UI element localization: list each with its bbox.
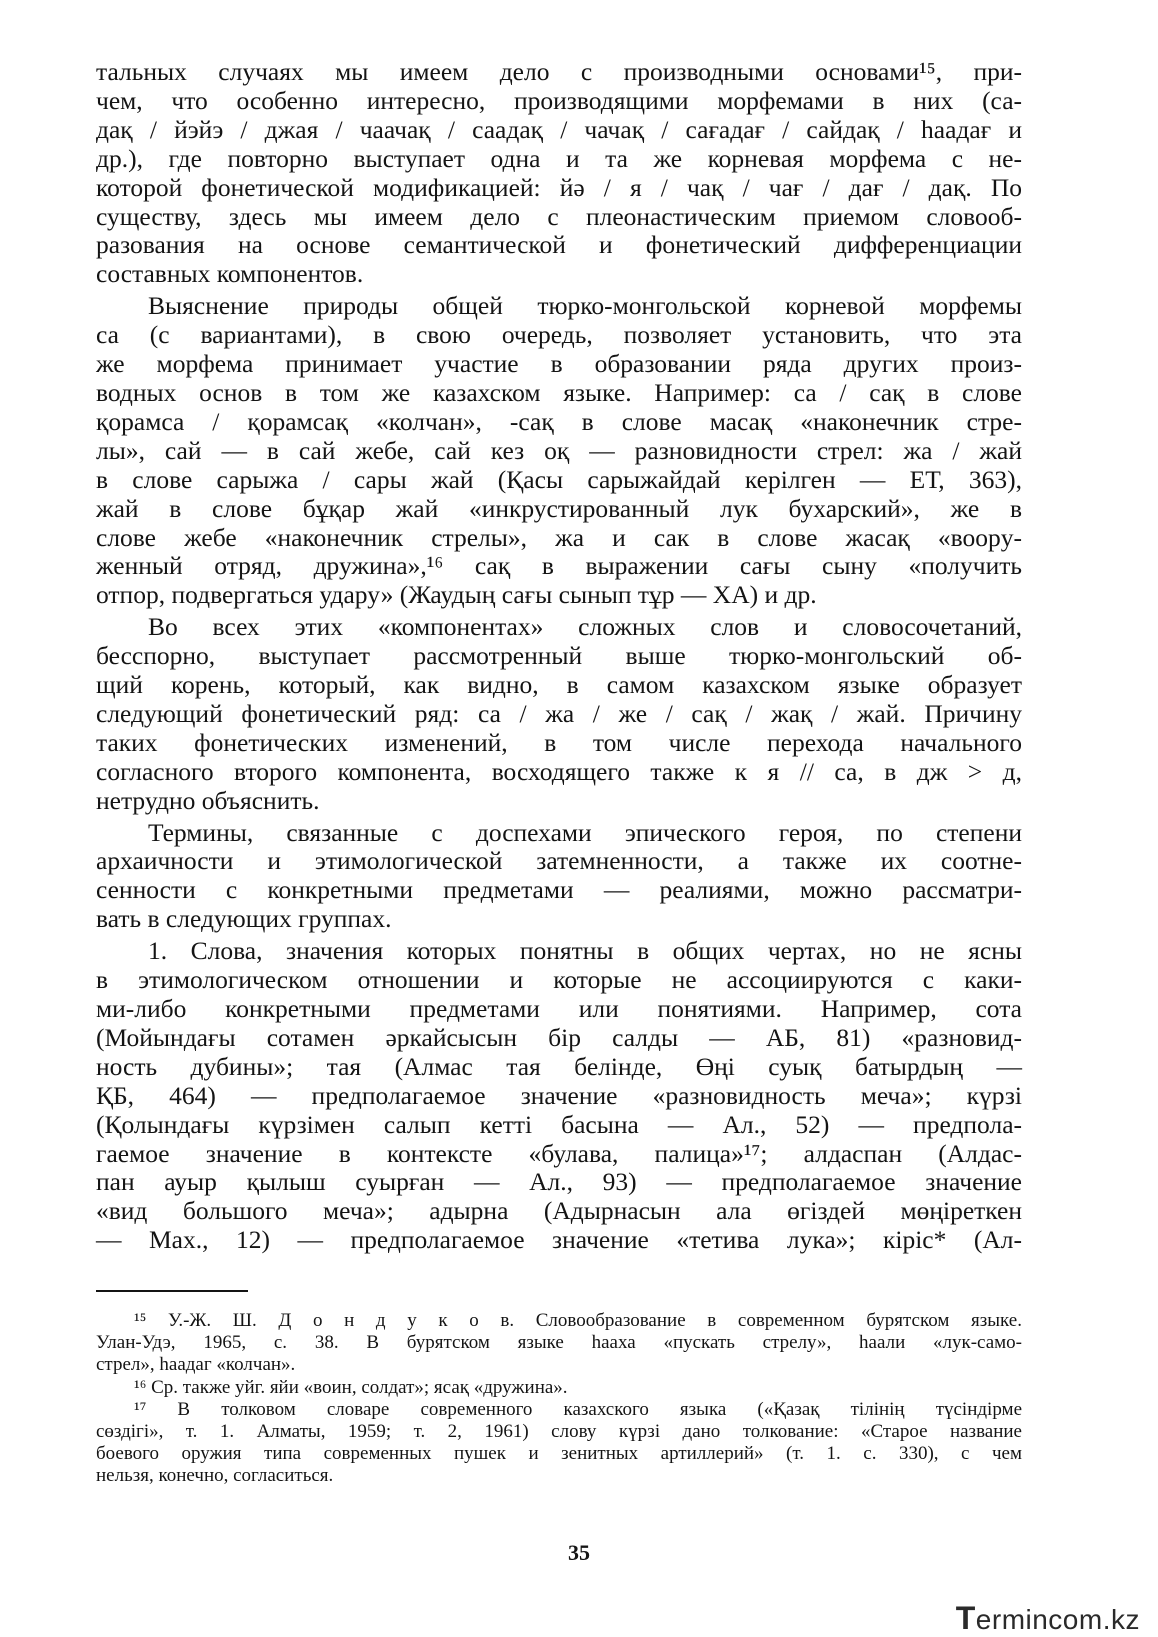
text-line: (Мойындағы сотамен әркайсысын бір салды — АБ, 81) «разновид- [96,1022,1022,1052]
paragraph-2 [96,292,1022,610]
footnote-line: нельзя, конечно, согласиться. [96,1465,334,1487]
text-line: дақ / йэйэ / джая / чаачақ / саадақ / чачақ / сағадағ / сайдақ / һаадағ и [96,114,1022,144]
footnote-line: боевого оружия типа современных пушек и зенитных артиллерий» (т. 1. с. 330), с чем [96,1443,1022,1465]
text-line: существу, здесь мы имеем дело с плеонастическим приемом словооб- [96,201,1022,231]
text-line: бесспорно, выступает рассмотренный выше тюрко-монгольский об- [96,641,1022,671]
text-line: водных основ в том же казахском языке. Например: са / сақ в слове [96,377,1022,407]
watermark-text: ermincom.kz [975,1604,1140,1635]
footnote-line: ¹⁵ У.-Ж. Ш. Д о н д у к о в. Словообразование в современном бурятском языке. [134,1310,1022,1331]
footnotes [96,1310,1022,1488]
text-line: др.), где повторно выступает одна и та же корневая морфема с не- [96,143,1022,173]
text-line: Выяснение природы общей тюрко-монгольской корневой морфемы [148,291,1022,321]
footnote-line: стрел», һаадаг «колчан». [96,1354,296,1376]
text-line: ми-либо конкретными предметами или понятиями. Например, сота [96,994,1022,1023]
text-line: гаемое значение в контексте «булава, палица»¹⁷; алдаспан (Алдас- [96,1138,1022,1168]
text-line: (Қолындағы күрзімен салып кетті басына — Ал., 52) — предпола- [96,1109,1022,1139]
footnote-line: ¹⁶ Ср. также уйг. яйи «воин, солдат»; ясақ «дружина». [134,1376,568,1398]
paragraph-4 [96,819,1022,935]
text-line: слове жебе «наконечник стрелы», жа и сак в слове жасақ «вооpу- [96,522,1022,552]
text-line: которой фонетической модификацией: йә / я / чақ / чағ / дағ / дақ. По [96,172,1022,202]
text-line: женный отряд, дружина»,¹⁶ сақ в выражении сағы сыну «получить [96,551,1022,581]
text-line: Термины, связанные с доспехами эпического героя, по степени [148,817,1022,847]
text-line: сенности с конкретными предметами — реалиями, можно рассматри- [96,875,1022,905]
text-line: разования на основе семантической и фонетический дифференциации [96,230,1022,260]
text-line: в этимологическом отношении и которые не ассоциируются с каки- [96,965,1022,995]
text-line: қорамса / қорамсақ «колчан», -сақ в слове масақ «наконечник стре- [96,406,1022,436]
text-line: чем, что особенно интересно, производящими морфемами в них (са- [96,85,1022,115]
watermark-logo [956,1600,1140,1637]
text-line: щий корень, который, как видно, в самом казахском языке образует [96,670,1022,700]
text-line: в слове сарыжа / сары жай (Қасы сарыжайдай керілген — ЕТ, 363), [96,464,1022,494]
paragraph-1 [96,58,1022,289]
text-line: отпор, подвергаться удару» (Жаудың сағы сынып тұр — ХА) и др. [96,580,817,610]
text-line: 1. Слова, значения которых понятны в общих чертах, но не ясны [148,936,1022,966]
text-line: следующий фонетический ряд: са / жа / же / сақ / жақ / жай. Причину [96,698,1022,728]
text-line: — Мах., 12) — предполагаемое значение «тетива лука»; кіріс* (Ал- [96,1225,1022,1255]
text-line: тальных случаях мы имеем дело с производными основами¹⁵, при- [96,57,1022,86]
text-line: лы», сай — в сай жебе, сай кез оқ — разновидности стрел: жа / жай [96,435,1022,465]
page-number: 35 [568,1540,590,1565]
text-line: жай в слове бұқар жай «инкрустированный лук бухарский», же в [96,493,1022,523]
text-line: вать в следующих группах. [96,904,392,934]
footnote-line: Улан-Удэ, 1965, с. 38. В бурятском языке һааха «пускать стрелу», һаали «лук-само- [96,1332,1022,1354]
text-line: же морфема принимает участие в образовании ряда других произ- [96,349,1022,379]
main-text [96,58,1022,1258]
text-line: са (с вариантами), в свою очередь, позволяет установить, что эта [96,320,1022,350]
text-line: «вид большого меча»; адырна (Адырнасын ала өгіздей мөңіреткен [96,1196,1022,1226]
text-line: ҚБ, 464) — предполагаемое значение «разновидность меча»; күрзі [96,1080,1022,1110]
footnote-line: сөздігі», т. 1. Алматы, 1959; т. 2, 1961) слову күрзі дано толкование: «Старое название [96,1421,1022,1443]
paragraph-3 [96,613,1022,815]
text-line: составных компонентов. [96,259,364,289]
footnote-divider [96,1290,248,1292]
watermark-initial: T [955,1600,976,1636]
text-line: таких фонетических изменений, в том числе перехода начального [96,727,1022,757]
text-line: ность дубины»; тая (Алмас тая белінде, Өңі суық батырдың — [96,1051,1022,1081]
text-line: нетрудно объяснить. [96,785,320,815]
footnote-line: ¹⁷ В толковом словаре современного казахского языка («Қазақ тілінің түсіндірме [134,1398,1022,1420]
paragraph-5 [96,937,1022,1255]
text-line: согласного второго компонента, восходящего также к я // са, в дж > д, [96,756,1022,786]
text-line: Во всех этих «компонентах» сложных слов и словосочетаний, [148,612,1022,642]
text-line: архаичности и этимологической затемненности, а также их соотне- [96,846,1022,876]
text-line: пан ауыр қылыш суырған — Ал., 93) — предполагаемое значение [96,1167,1022,1197]
